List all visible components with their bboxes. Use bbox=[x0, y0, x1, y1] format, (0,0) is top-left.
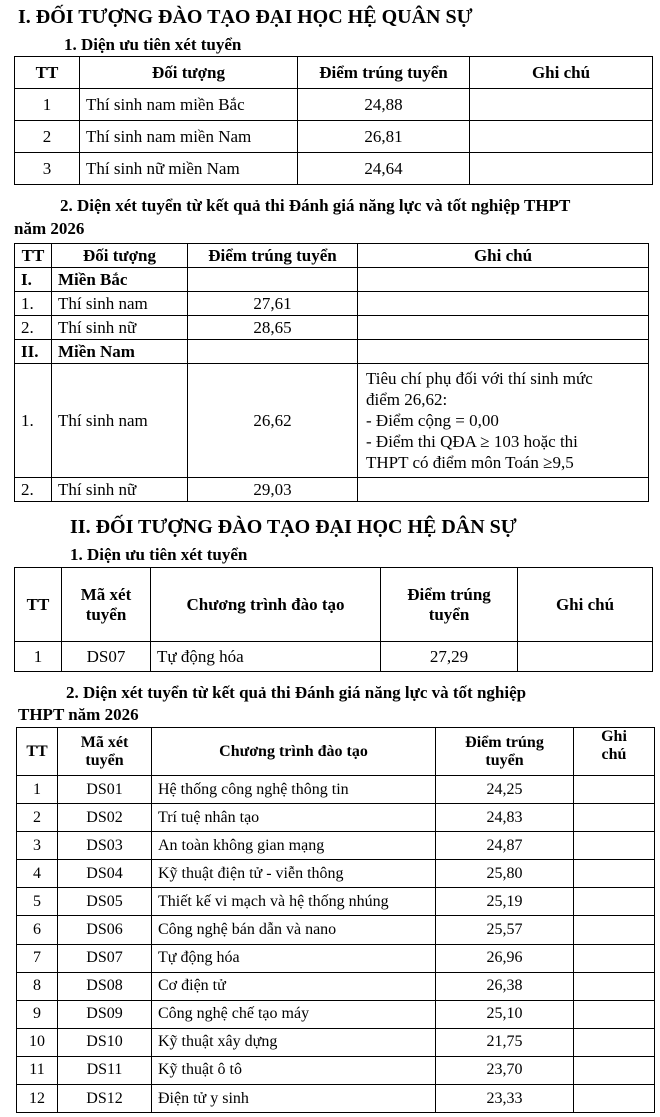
cell-ma: DS01 bbox=[58, 776, 152, 804]
cell-ghi-chu bbox=[574, 804, 655, 832]
header-line: Điểm trúng bbox=[407, 584, 491, 604]
cell-diem: 26,81 bbox=[298, 121, 470, 153]
group-label: Miền Bắc bbox=[52, 268, 188, 292]
cell-chuong-trinh: Kỹ thuật điện tử - viễn thông bbox=[152, 860, 436, 888]
header-diem bbox=[381, 568, 518, 642]
cell-ma: DS03 bbox=[58, 832, 152, 860]
cell-diem: 23,33 bbox=[436, 1085, 574, 1113]
table-row bbox=[15, 478, 649, 502]
cell-ghi-chu bbox=[574, 1000, 655, 1028]
cell-ghi-chu bbox=[518, 642, 653, 672]
cell-diem: 24,64 bbox=[298, 153, 470, 185]
cell-ma: DS08 bbox=[58, 972, 152, 1000]
cell-doi-tuong: Thí sinh nam bbox=[52, 292, 188, 316]
military-priority-table bbox=[14, 56, 653, 185]
cell-chuong-trinh: Tự động hóa bbox=[151, 642, 381, 672]
cell-ghi-chu bbox=[574, 916, 655, 944]
section-1-sub-1-title: 1. Diện ưu tiên xét tuyển bbox=[64, 35, 242, 54]
cell-chuong-trinh: Kỹ thuật ô tô bbox=[152, 1056, 436, 1084]
cell-tt: 2 bbox=[15, 121, 80, 153]
cell-tt: 2 bbox=[17, 804, 58, 832]
note-line: Tiêu chí phụ đối với thí sinh mức bbox=[366, 369, 593, 388]
header-line: tuyển bbox=[428, 604, 470, 624]
section-2-sub-2-title-line-2: THPT năm 2026 bbox=[18, 705, 139, 724]
cell-ma: DS10 bbox=[58, 1028, 152, 1056]
cell-tt: 4 bbox=[17, 860, 58, 888]
header-tt: TT bbox=[15, 568, 62, 642]
cell-ma: DS11 bbox=[58, 1056, 152, 1084]
cell-tt: 9 bbox=[17, 1000, 58, 1028]
cell-diem: 26,62 bbox=[188, 364, 358, 478]
cell-doi-tuong: Thí sinh nam miền Nam bbox=[80, 121, 298, 153]
cell-chuong-trinh: Điện tử y sinh bbox=[152, 1085, 436, 1113]
note-line: THPT có điểm môn Toán ≥9,5 bbox=[366, 453, 574, 472]
empty-cell bbox=[188, 340, 358, 364]
cell-diem: 26,38 bbox=[436, 972, 574, 1000]
header-line: Ghi bbox=[601, 728, 627, 745]
header-ghi-chu: Ghi chú bbox=[518, 568, 653, 642]
cell-ma: DS12 bbox=[58, 1085, 152, 1113]
table-row bbox=[17, 972, 655, 1000]
table-row bbox=[15, 121, 653, 153]
civil-exam-table bbox=[16, 727, 655, 1113]
cell-ghi-chu bbox=[470, 153, 653, 185]
cell-chuong-trinh: Công nghệ chế tạo máy bbox=[152, 1000, 436, 1028]
cell-diem: 27,61 bbox=[188, 292, 358, 316]
header-ghi-chu: Ghi chú bbox=[358, 244, 649, 268]
group-row-mien-nam bbox=[15, 340, 649, 364]
cell-diem: 24,87 bbox=[436, 832, 574, 860]
table-row bbox=[17, 888, 655, 916]
header-ghi-chu bbox=[574, 728, 655, 776]
cell-diem: 25,10 bbox=[436, 1000, 574, 1028]
cell-ma: DS07 bbox=[62, 642, 151, 672]
cell-ma: DS04 bbox=[58, 860, 152, 888]
cell-chuong-trinh: Kỹ thuật xây dựng bbox=[152, 1028, 436, 1056]
cell-diem: 25,80 bbox=[436, 860, 574, 888]
cell-ma: DS05 bbox=[58, 888, 152, 916]
cell-tt: 3 bbox=[17, 832, 58, 860]
header-tt: TT bbox=[15, 244, 52, 268]
header-line: Mã xét bbox=[80, 584, 132, 604]
note-line: - Điểm cộng = 0,00 bbox=[366, 411, 499, 430]
table-row bbox=[17, 916, 655, 944]
cell-ghi-chu bbox=[574, 860, 655, 888]
header-doi-tuong: Đối tượng bbox=[80, 57, 298, 89]
empty-cell bbox=[358, 268, 649, 292]
table-row bbox=[15, 364, 649, 478]
table-row bbox=[17, 1056, 655, 1084]
cell-ghi-chu bbox=[358, 364, 649, 478]
header-chuong-trinh: Chương trình đào tạo bbox=[152, 728, 436, 776]
cell-ghi-chu bbox=[574, 1085, 655, 1113]
cell-chuong-trinh: An toàn không gian mạng bbox=[152, 832, 436, 860]
header-diem: Điểm trúng tuyển bbox=[188, 244, 358, 268]
group-label: Miền Nam bbox=[52, 340, 188, 364]
table-row bbox=[17, 776, 655, 804]
cell-tt: 6 bbox=[17, 916, 58, 944]
cell-ma: DS02 bbox=[58, 804, 152, 832]
cell-tt: 5 bbox=[17, 888, 58, 916]
cell-tt: 7 bbox=[17, 944, 58, 972]
table-header-row bbox=[15, 568, 653, 642]
table-row bbox=[17, 860, 655, 888]
table-row bbox=[15, 642, 653, 672]
cell-chuong-trinh: Trí tuệ nhân tạo bbox=[152, 804, 436, 832]
cell-tt: 1. bbox=[15, 292, 52, 316]
header-line: tuyển bbox=[85, 604, 127, 624]
cell-diem: 25,19 bbox=[436, 888, 574, 916]
cell-diem: 29,03 bbox=[188, 478, 358, 502]
cell-tt: 2. bbox=[15, 478, 52, 502]
table-row bbox=[15, 153, 653, 185]
cell-chuong-trinh: Công nghệ bán dẫn và nano bbox=[152, 916, 436, 944]
cell-ghi-chu bbox=[574, 1028, 655, 1056]
header-line: Điểm trúng bbox=[465, 733, 544, 751]
table-row bbox=[17, 1085, 655, 1113]
cell-doi-tuong: Thí sinh nam miền Bắc bbox=[80, 89, 298, 121]
cell-diem: 24,25 bbox=[436, 776, 574, 804]
cell-doi-tuong: Thí sinh nữ miền Nam bbox=[80, 153, 298, 185]
cell-ma: DS06 bbox=[58, 916, 152, 944]
cell-ghi-chu bbox=[574, 776, 655, 804]
section-2-sub-2-title-line-1: 2. Diện xét tuyển từ kết quả thi Đánh giá năng lực và tốt nghiệp bbox=[66, 683, 527, 702]
header-doi-tuong: Đối tượng bbox=[52, 244, 188, 268]
civil-exam-table-body bbox=[17, 776, 655, 1113]
cell-ma: DS07 bbox=[58, 944, 152, 972]
table-row bbox=[17, 804, 655, 832]
header-ghi-chu: Ghi chú bbox=[470, 57, 653, 89]
cell-ghi-chu bbox=[574, 944, 655, 972]
table-header-row bbox=[17, 728, 655, 776]
cell-ghi-chu bbox=[358, 316, 649, 340]
header-ma-xet-tuyen bbox=[58, 728, 152, 776]
cell-tt: 1 bbox=[15, 642, 62, 672]
cell-chuong-trinh: Cơ điện tử bbox=[152, 972, 436, 1000]
cell-tt: 12 bbox=[17, 1085, 58, 1113]
cell-tt: 2. bbox=[15, 316, 52, 340]
empty-cell bbox=[358, 340, 649, 364]
cell-diem: 21,75 bbox=[436, 1028, 574, 1056]
cell-diem: 27,29 bbox=[381, 642, 518, 672]
cell-ghi-chu bbox=[470, 121, 653, 153]
section-2-title: II. ĐỐI TƯỢNG ĐÀO TẠO ĐẠI HỌC HỆ DÂN SỰ bbox=[70, 516, 517, 538]
cell-diem: 28,65 bbox=[188, 316, 358, 340]
cell-chuong-trinh: Hệ thống công nghệ thông tin bbox=[152, 776, 436, 804]
section-1-sub-2-title-line-2: năm 2026 bbox=[14, 219, 85, 238]
header-line: tuyển bbox=[85, 751, 124, 769]
table-row bbox=[15, 316, 649, 340]
cell-ghi-chu bbox=[358, 478, 649, 502]
cell-doi-tuong: Thí sinh nam bbox=[52, 364, 188, 478]
cell-ghi-chu bbox=[574, 832, 655, 860]
civil-priority-table bbox=[14, 567, 653, 672]
cell-tt: 11 bbox=[17, 1056, 58, 1084]
cell-ma: DS09 bbox=[58, 1000, 152, 1028]
header-tt: TT bbox=[17, 728, 58, 776]
cell-doi-tuong: Thí sinh nữ bbox=[52, 478, 188, 502]
header-line: chú bbox=[601, 746, 627, 763]
table-row bbox=[15, 89, 653, 121]
cell-diem: 24,83 bbox=[436, 804, 574, 832]
cell-diem: 23,70 bbox=[436, 1056, 574, 1084]
group-tt: II. bbox=[15, 340, 52, 364]
cell-tt: 10 bbox=[17, 1028, 58, 1056]
table-header-row bbox=[15, 57, 653, 89]
cell-diem: 24,88 bbox=[298, 89, 470, 121]
cell-doi-tuong: Thí sinh nữ bbox=[52, 316, 188, 340]
cell-chuong-trinh: Tự động hóa bbox=[152, 944, 436, 972]
header-diem bbox=[436, 728, 574, 776]
cell-tt: 1. bbox=[15, 364, 52, 478]
cell-tt: 3 bbox=[15, 153, 80, 185]
section-1-title: I. ĐỐI TƯỢNG ĐÀO TẠO ĐẠI HỌC HỆ QUÂN SỰ bbox=[18, 6, 473, 28]
section-1-sub-2-title-line-1: 2. Diện xét tuyển từ kết quả thi Đánh giá năng lực và tốt nghiệp THPT bbox=[60, 196, 571, 215]
header-diem: Điểm trúng tuyển bbox=[298, 57, 470, 89]
table-row bbox=[17, 944, 655, 972]
group-tt: I. bbox=[15, 268, 52, 292]
cell-tt: 8 bbox=[17, 972, 58, 1000]
group-row-mien-bac bbox=[15, 268, 649, 292]
note-line: - Điểm thi QĐA ≥ 103 hoặc thi bbox=[366, 432, 578, 451]
military-exam-table bbox=[14, 243, 649, 502]
table-row bbox=[17, 832, 655, 860]
header-ma-xet-tuyen bbox=[62, 568, 151, 642]
cell-chuong-trinh: Thiết kế vi mạch và hệ thống nhúng bbox=[152, 888, 436, 916]
header-chuong-trinh: Chương trình đào tạo bbox=[151, 568, 381, 642]
cell-diem: 26,96 bbox=[436, 944, 574, 972]
note-line: điểm 26,62: bbox=[366, 390, 448, 409]
cell-ghi-chu bbox=[574, 972, 655, 1000]
cell-tt: 1 bbox=[15, 89, 80, 121]
section-2-sub-1-title: 1. Diện ưu tiên xét tuyển bbox=[70, 545, 248, 564]
header-tt: TT bbox=[15, 57, 80, 89]
cell-diem: 25,57 bbox=[436, 916, 574, 944]
header-line: Mã xét bbox=[80, 733, 129, 751]
cell-ghi-chu bbox=[574, 1056, 655, 1084]
table-row bbox=[17, 1028, 655, 1056]
cell-ghi-chu bbox=[358, 292, 649, 316]
empty-cell bbox=[188, 268, 358, 292]
table-row bbox=[15, 292, 649, 316]
cell-ghi-chu bbox=[574, 888, 655, 916]
table-header-row bbox=[15, 244, 649, 268]
cell-ghi-chu bbox=[470, 89, 653, 121]
header-line: tuyển bbox=[485, 751, 524, 769]
table-row bbox=[17, 1000, 655, 1028]
cell-tt: 1 bbox=[17, 776, 58, 804]
